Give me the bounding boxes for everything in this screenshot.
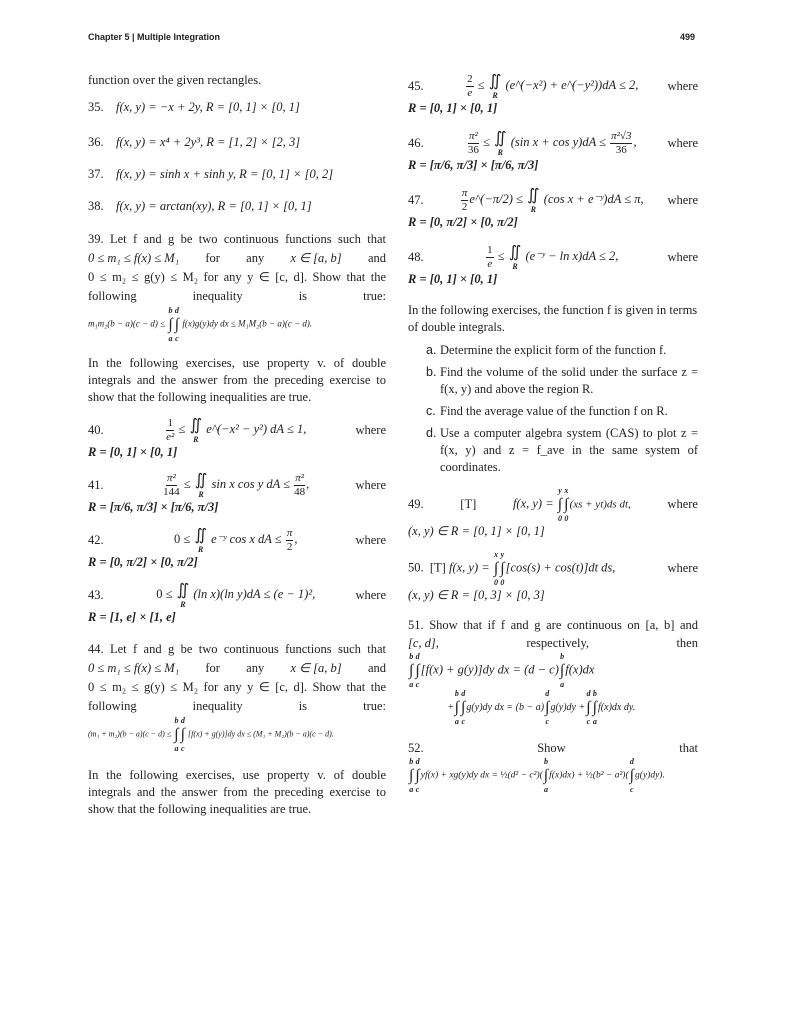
limit: a bbox=[454, 717, 459, 726]
limit: c bbox=[415, 680, 420, 689]
fraction-numerator: π² bbox=[167, 471, 176, 484]
left-column bbox=[88, 72, 386, 818]
math: + bbox=[448, 701, 454, 713]
fraction-denominator: 36 bbox=[615, 143, 627, 156]
limit: a bbox=[409, 785, 414, 794]
exercise-47: 47. $\frac{\pi}{2}$ e^(−π/2) ≤ ∬ R (cos x + e⁻ʸ)dA ≤ π, where R = [0, π/2] × [0, π/2] bbox=[408, 186, 698, 229]
limit: b bbox=[174, 716, 179, 725]
limit: a bbox=[592, 717, 597, 726]
math: x ∈ [a, b] bbox=[290, 661, 342, 675]
region: (x, y) ∈ R = [0, 3] × [0, 3] bbox=[408, 588, 545, 602]
exercise-text: 0 ≤ m₂ ≤ g(y) ≤ M₂ for any y ∈ [c, d]. Show that the bbox=[88, 680, 386, 694]
limit: c bbox=[586, 717, 591, 726]
where-label: where bbox=[667, 561, 698, 575]
math: (cos x + e⁻ʸ)dA ≤ π, bbox=[543, 191, 644, 206]
math: 0 ≤ bbox=[156, 586, 173, 601]
math: [f(x) + g(y)]dy dx = (d − c) bbox=[420, 662, 559, 677]
task-list bbox=[408, 342, 698, 476]
exercise-number: 46. bbox=[408, 135, 424, 150]
equation-line-2: + b ∫ a d ∫ c g(y)dy dx = (b − a) d ∫ c g(y)dy + d ∫ c b ∫ a f(x)dx dy. bbox=[448, 689, 636, 726]
math: f(x, y) = bbox=[512, 496, 554, 511]
text: respectively, bbox=[526, 636, 590, 650]
instructions-paragraph: In the following exercises, the function f is given in terms of double integrals. bbox=[408, 303, 698, 334]
limit: b bbox=[409, 757, 414, 766]
exercise-42: 42. 0 ≤ ∬ R e⁻ʸ cos x dA ≤ $\frac{\pi}{2}$ , where R = [0, π/2] × [0, π/2] bbox=[88, 526, 386, 569]
fraction-denominator: e bbox=[487, 257, 493, 270]
exercise-number: 38. bbox=[88, 199, 104, 213]
math: ≤ bbox=[497, 248, 505, 263]
math: (e^(−x²) + e^(−y²))dA ≤ 2, bbox=[505, 77, 639, 92]
math: g(y)dy dx = (b − a) bbox=[466, 701, 545, 713]
math: , bbox=[306, 476, 310, 491]
exercise-46: 46. $\frac{\text{π²}}{36}$ ≤ ∬ R (sin x + cos y)dA ≤ $\frac{\text{π²√3}}{36}$ , where R = [π/6, π/3] × [π/6, π/3] bbox=[408, 129, 698, 172]
text: and bbox=[367, 661, 386, 675]
exercise-49: 49. [T] f(x, y) = y ∫ 0 x ∫ 0 (xs + yt)ds dt, where (x, y) ∈ R = [0, 1] × [0, 1] bbox=[408, 486, 698, 538]
limit: b bbox=[168, 306, 173, 315]
page-number: 499 bbox=[680, 32, 696, 42]
math: ½ bbox=[500, 770, 508, 781]
where-label: where bbox=[667, 78, 698, 93]
exercise-text: Show that if f and g are continuous on [a, b] and bbox=[429, 618, 699, 632]
limit: a bbox=[543, 785, 548, 794]
region: R = [π/6, π/3] × [π/6, π/3] bbox=[88, 500, 219, 514]
exercise-text: f(x, y) = x⁴ + 2y³, R = [1, 2] × [2, 3] bbox=[116, 135, 301, 149]
text: for bbox=[205, 661, 220, 675]
limit: d bbox=[180, 716, 185, 725]
intro-text: function over the given rectangles. bbox=[88, 73, 262, 87]
fraction-numerator: π² bbox=[295, 471, 305, 484]
list-label: b. bbox=[426, 365, 437, 379]
math: ≤ bbox=[482, 134, 490, 149]
math: , bbox=[633, 134, 637, 149]
limit: y bbox=[558, 486, 562, 495]
limit: c bbox=[175, 334, 179, 343]
exercise-text: following inequality is true: bbox=[88, 289, 386, 303]
region-label: R bbox=[193, 435, 199, 444]
fraction-numerator: π bbox=[461, 186, 468, 199]
list-text: Find the average value of the function f on R. bbox=[440, 404, 668, 418]
chapter-header: Chapter 5 | Multiple Integration bbox=[88, 32, 221, 42]
fraction-numerator: 2 bbox=[467, 72, 473, 85]
exercise-number: 42. bbox=[88, 532, 104, 547]
region-label: R bbox=[497, 148, 503, 157]
text: that bbox=[679, 741, 698, 755]
fraction-denominator: e bbox=[467, 86, 473, 99]
region-label: R bbox=[198, 545, 204, 554]
limit: d bbox=[461, 689, 466, 698]
region: R = [0, 1] × [0, 1] bbox=[408, 101, 498, 115]
fraction-numerator: π² bbox=[468, 129, 478, 142]
exercise-38 bbox=[88, 198, 386, 215]
exercise-number: 39. bbox=[88, 232, 104, 246]
limit: d bbox=[415, 757, 420, 766]
text: Show bbox=[537, 741, 566, 755]
equation: b ∫ a d ∫ c yf(x) + xg(y)dy dx = ½(d² − c²)( b ∫ a f(x)dx) + ½(b² − a²)( d ∫ c g(y)dy). bbox=[409, 757, 665, 794]
text: any bbox=[246, 251, 265, 265]
math: e^(−x² − y²) dA ≤ 1, bbox=[206, 421, 307, 436]
math: [cos(s) + cos(t)]dt ds, bbox=[505, 560, 616, 575]
region-label: R bbox=[198, 490, 204, 499]
exercise-number: 47. bbox=[408, 192, 424, 207]
list-item bbox=[426, 425, 698, 476]
math: sin x cos y dA ≤ bbox=[211, 476, 291, 491]
exercise-number: 35. bbox=[88, 100, 104, 114]
region: R = [1, e] × [1, e] bbox=[88, 610, 176, 624]
list-item bbox=[426, 364, 698, 398]
exercise-number: 50. bbox=[408, 560, 424, 575]
fraction-denominator: e² bbox=[166, 430, 175, 443]
region: (x, y) ∈ R = [0, 1] × [0, 1] bbox=[408, 524, 545, 538]
technology-tag: [T] bbox=[460, 497, 477, 511]
inequality-equation: (m₁ + m₂)(b − a)(c − d) ≤ b ∫ a d ∫ c [f(x) + g(y)]dy dx ≤ (M₁ + M₂)(b − a)(c − d). bbox=[88, 716, 334, 753]
math: [f(x) + g(y)]dy dx ≤ (M₁ + M₂)(b − a)(c − d). bbox=[188, 729, 334, 739]
limit: d bbox=[174, 306, 179, 315]
math: (b² − a²)( bbox=[592, 770, 629, 781]
math: x ∈ [a, b] bbox=[290, 251, 342, 265]
math: f(x)dx) + bbox=[549, 770, 584, 781]
fraction-denominator: 36 bbox=[467, 143, 479, 156]
integral: b ∫ a bbox=[168, 306, 173, 343]
region: R = [0, 1] × [0, 1] bbox=[88, 445, 178, 459]
math: g(y)dy). bbox=[635, 770, 665, 781]
exercise-number: 51. bbox=[408, 618, 424, 632]
exercise-50: 50. [T] f(x, y) = x ∫ 0 y ∫ 0 [cos(s) + cos(t)]dt ds, where (x, y) ∈ R = [0, 3] × [0, 3] bbox=[408, 550, 698, 602]
integral: d ∫ c bbox=[174, 306, 180, 343]
region-label: R bbox=[512, 262, 518, 271]
limit: a bbox=[560, 680, 565, 689]
exercise-48: 48. $\frac{1}{e}$ ≤ ∬ R (e⁻ʸ − ln x)dA ≤ 2, where R = [0, 1] × [0, 1] bbox=[408, 243, 698, 286]
limit: a bbox=[168, 334, 173, 343]
region: R = [0, 1] × [0, 1] bbox=[408, 272, 498, 286]
exercise-number: 49. bbox=[408, 497, 424, 511]
text: any bbox=[246, 661, 265, 675]
math: [c, d], bbox=[408, 636, 439, 650]
limit: c bbox=[415, 785, 420, 794]
limit: x bbox=[564, 486, 569, 495]
limit: c bbox=[461, 717, 465, 726]
exercise-35 bbox=[88, 99, 386, 116]
limit: 0 bbox=[557, 514, 562, 523]
exercise-40: 40. $\frac{1}{\text{e²}}$ ≤ ∬ R e^(−x² − y²) dA ≤ 1, where R = [0, 1] × [0, 1] bbox=[88, 416, 386, 459]
list-label: c. bbox=[426, 404, 436, 418]
limit: 0 bbox=[500, 578, 505, 587]
region-label: R bbox=[492, 91, 498, 100]
where-label: where bbox=[667, 135, 698, 150]
fraction-numerator: 1 bbox=[167, 416, 173, 429]
exercise-43: 43. 0 ≤ ∬ R (ln x)(ln y)dA ≤ (e − 1)², where R = [1, e] × [1, e] bbox=[88, 582, 386, 624]
limit: c bbox=[630, 785, 634, 794]
fraction-denominator: 2 bbox=[286, 540, 293, 553]
exercise-number: 44. bbox=[88, 642, 104, 656]
math: ½ bbox=[585, 770, 593, 781]
exercise-number: 48. bbox=[408, 249, 424, 264]
exercise-text: Let f and g be two continuous functions such that bbox=[110, 642, 387, 656]
limit: y bbox=[500, 550, 505, 559]
limit: d bbox=[415, 652, 420, 661]
math: ≤ bbox=[477, 77, 485, 92]
region: R = [π/6, π/3] × [π/6, π/3] bbox=[408, 158, 539, 172]
region: R = [0, π/2] × [0, π/2] bbox=[408, 215, 518, 229]
limit: a bbox=[174, 744, 179, 753]
math: e⁻ʸ cos x dA ≤ bbox=[211, 531, 282, 546]
limit: c bbox=[181, 744, 185, 753]
technology-tag: [T] bbox=[429, 560, 446, 575]
math: 0 ≤ bbox=[173, 531, 191, 546]
exercise-number: 41. bbox=[88, 477, 104, 492]
limit: b bbox=[409, 652, 414, 661]
math: 0 ≤ m₁ ≤ f(x) ≤ M₁ bbox=[88, 661, 180, 675]
exercise-44 bbox=[88, 640, 386, 753]
exercise-number: 37. bbox=[88, 167, 104, 181]
list-text: Use a computer algebra system (CAS) to plot z = f(x, y) and z = f_ave in the same system of coordinates. bbox=[440, 426, 698, 474]
limit: b bbox=[543, 757, 548, 766]
region: R = [0, π/2] × [0, π/2] bbox=[88, 555, 198, 569]
fraction-numerator: 1 bbox=[487, 243, 493, 256]
math: f(x, y) = bbox=[448, 560, 490, 575]
list-item bbox=[426, 403, 698, 420]
limit: b bbox=[560, 652, 565, 661]
math: f(x)g(y)dy dx ≤ M₁M₂(b − a)(c − d). bbox=[182, 318, 313, 329]
exercise-number: 45. bbox=[408, 78, 424, 93]
limit: a bbox=[409, 680, 414, 689]
instructions-paragraph: In the following exercises, use property v. of double integrals and the answer from the preceding exercise to show that the following inequalities are true. bbox=[88, 356, 386, 404]
limit: b bbox=[592, 689, 597, 698]
exercise-37 bbox=[88, 166, 386, 183]
math: (e⁻ʸ − ln x)dA ≤ 2, bbox=[525, 248, 619, 263]
where-label: where bbox=[355, 587, 386, 602]
list-label: a. bbox=[426, 343, 437, 357]
exercise-36 bbox=[88, 134, 386, 151]
exercise-text: following inequality is true: bbox=[88, 699, 386, 713]
exercise-51 bbox=[408, 616, 698, 726]
exercise-text: f(x, y) = −x + 2y, R = [0, 1] × [0, 1] bbox=[116, 100, 300, 114]
exercise-41: 41. $\frac{\text{π²}}{144}$ ≤ ∬ R sin x cos y dA ≤ $\frac{\text{π²}}{48}$ , where R = [π/6, π/3] × [π/6, π/3] bbox=[88, 471, 386, 514]
exercise-text: 0 ≤ m₂ ≤ g(y) ≤ M₂ for any y ∈ [c, d]. Show that the bbox=[88, 270, 386, 284]
limit: x bbox=[494, 550, 498, 559]
math: , bbox=[294, 531, 298, 546]
exercise-52 bbox=[408, 740, 698, 794]
where-label: where bbox=[667, 192, 698, 207]
exercise-number: 52. bbox=[408, 741, 424, 755]
limit: d bbox=[545, 689, 550, 698]
where-label: where bbox=[667, 497, 698, 511]
list-text: Find the volume of the solid under the surface z = f(x, y) and above the region R. bbox=[440, 365, 698, 396]
where-label: where bbox=[355, 532, 386, 547]
math: 0 ≤ m₁ ≤ f(x) ≤ M₁ bbox=[88, 251, 180, 265]
inequality-equation bbox=[88, 306, 386, 343]
where-label: where bbox=[355, 477, 386, 492]
list-item bbox=[426, 342, 698, 359]
right-column bbox=[408, 72, 698, 794]
exercise-text: f(x, y) = arctan(xy), R = [0, 1] × [0, 1] bbox=[116, 199, 312, 213]
where-label: where bbox=[355, 422, 386, 437]
exercise-number: 36. bbox=[88, 135, 104, 149]
limit: b bbox=[454, 689, 459, 698]
fraction-denominator: 2 bbox=[461, 200, 468, 213]
list-text: Determine the explicit form of the function f. bbox=[440, 343, 667, 357]
fraction-denominator: 48 bbox=[294, 485, 306, 498]
exercise-39 bbox=[88, 230, 386, 343]
fraction-numerator: π²√3 bbox=[611, 129, 632, 142]
math: (d² − c²)( bbox=[507, 770, 543, 781]
exercise-number: 43. bbox=[88, 587, 104, 602]
math: f(x)dx bbox=[565, 662, 595, 677]
text: then bbox=[676, 636, 698, 650]
region-label: R bbox=[530, 205, 537, 214]
math: (sin x + cos y)dA ≤ bbox=[510, 134, 606, 149]
exercise-45: 45. $\frac{2}{e}$ ≤ ∬ R (e^(−x²) + e^(−y²))dA ≤ 2, where R = [0, 1] × [0, 1] bbox=[408, 72, 698, 115]
math: (xs + yt)ds dt, bbox=[569, 498, 631, 511]
text: for bbox=[205, 251, 220, 265]
math: m₁m₂(b − a)(c − d) ≤ bbox=[88, 318, 166, 329]
math: f(x)dx dy. bbox=[598, 701, 636, 713]
limit: 0 bbox=[564, 514, 569, 523]
exercise-number: 40. bbox=[88, 422, 104, 437]
limit: d bbox=[629, 757, 634, 766]
exercise-text: Let f and g be two continuous functions such that bbox=[110, 232, 387, 246]
instructions-paragraph: In the following exercises, use property v. of double integrals and the answer from the preceding exercise to show that the following inequalities are true. bbox=[88, 768, 386, 816]
math: (ln x)(ln y)dA ≤ (e − 1)², bbox=[193, 586, 316, 601]
math: yf(x) + xg(y)dy dx = bbox=[420, 770, 498, 781]
region-label: R bbox=[180, 600, 186, 609]
math: e^(−π/2) ≤ bbox=[469, 191, 523, 206]
limit: d bbox=[586, 689, 591, 698]
limit: c bbox=[545, 717, 550, 726]
fraction-numerator: π bbox=[286, 526, 293, 539]
fraction-denominator: 144 bbox=[163, 485, 180, 498]
equation-line-1: b ∫ a d ∫ c [f(x) + g(y)]dy dx = (d − c) b ∫ a f(x)dx bbox=[409, 652, 595, 689]
math: (m₁ + m₂)(b − a)(c − d) ≤ bbox=[88, 729, 172, 739]
list-label: d. bbox=[426, 426, 437, 440]
text: and bbox=[367, 251, 386, 265]
where-label: where bbox=[667, 249, 698, 264]
math: g(y)dy + bbox=[550, 701, 586, 713]
exercise-text: f(x, y) = sinh x + sinh y, R = [0, 1] × [0, 2] bbox=[116, 167, 334, 181]
limit: 0 bbox=[494, 578, 498, 587]
